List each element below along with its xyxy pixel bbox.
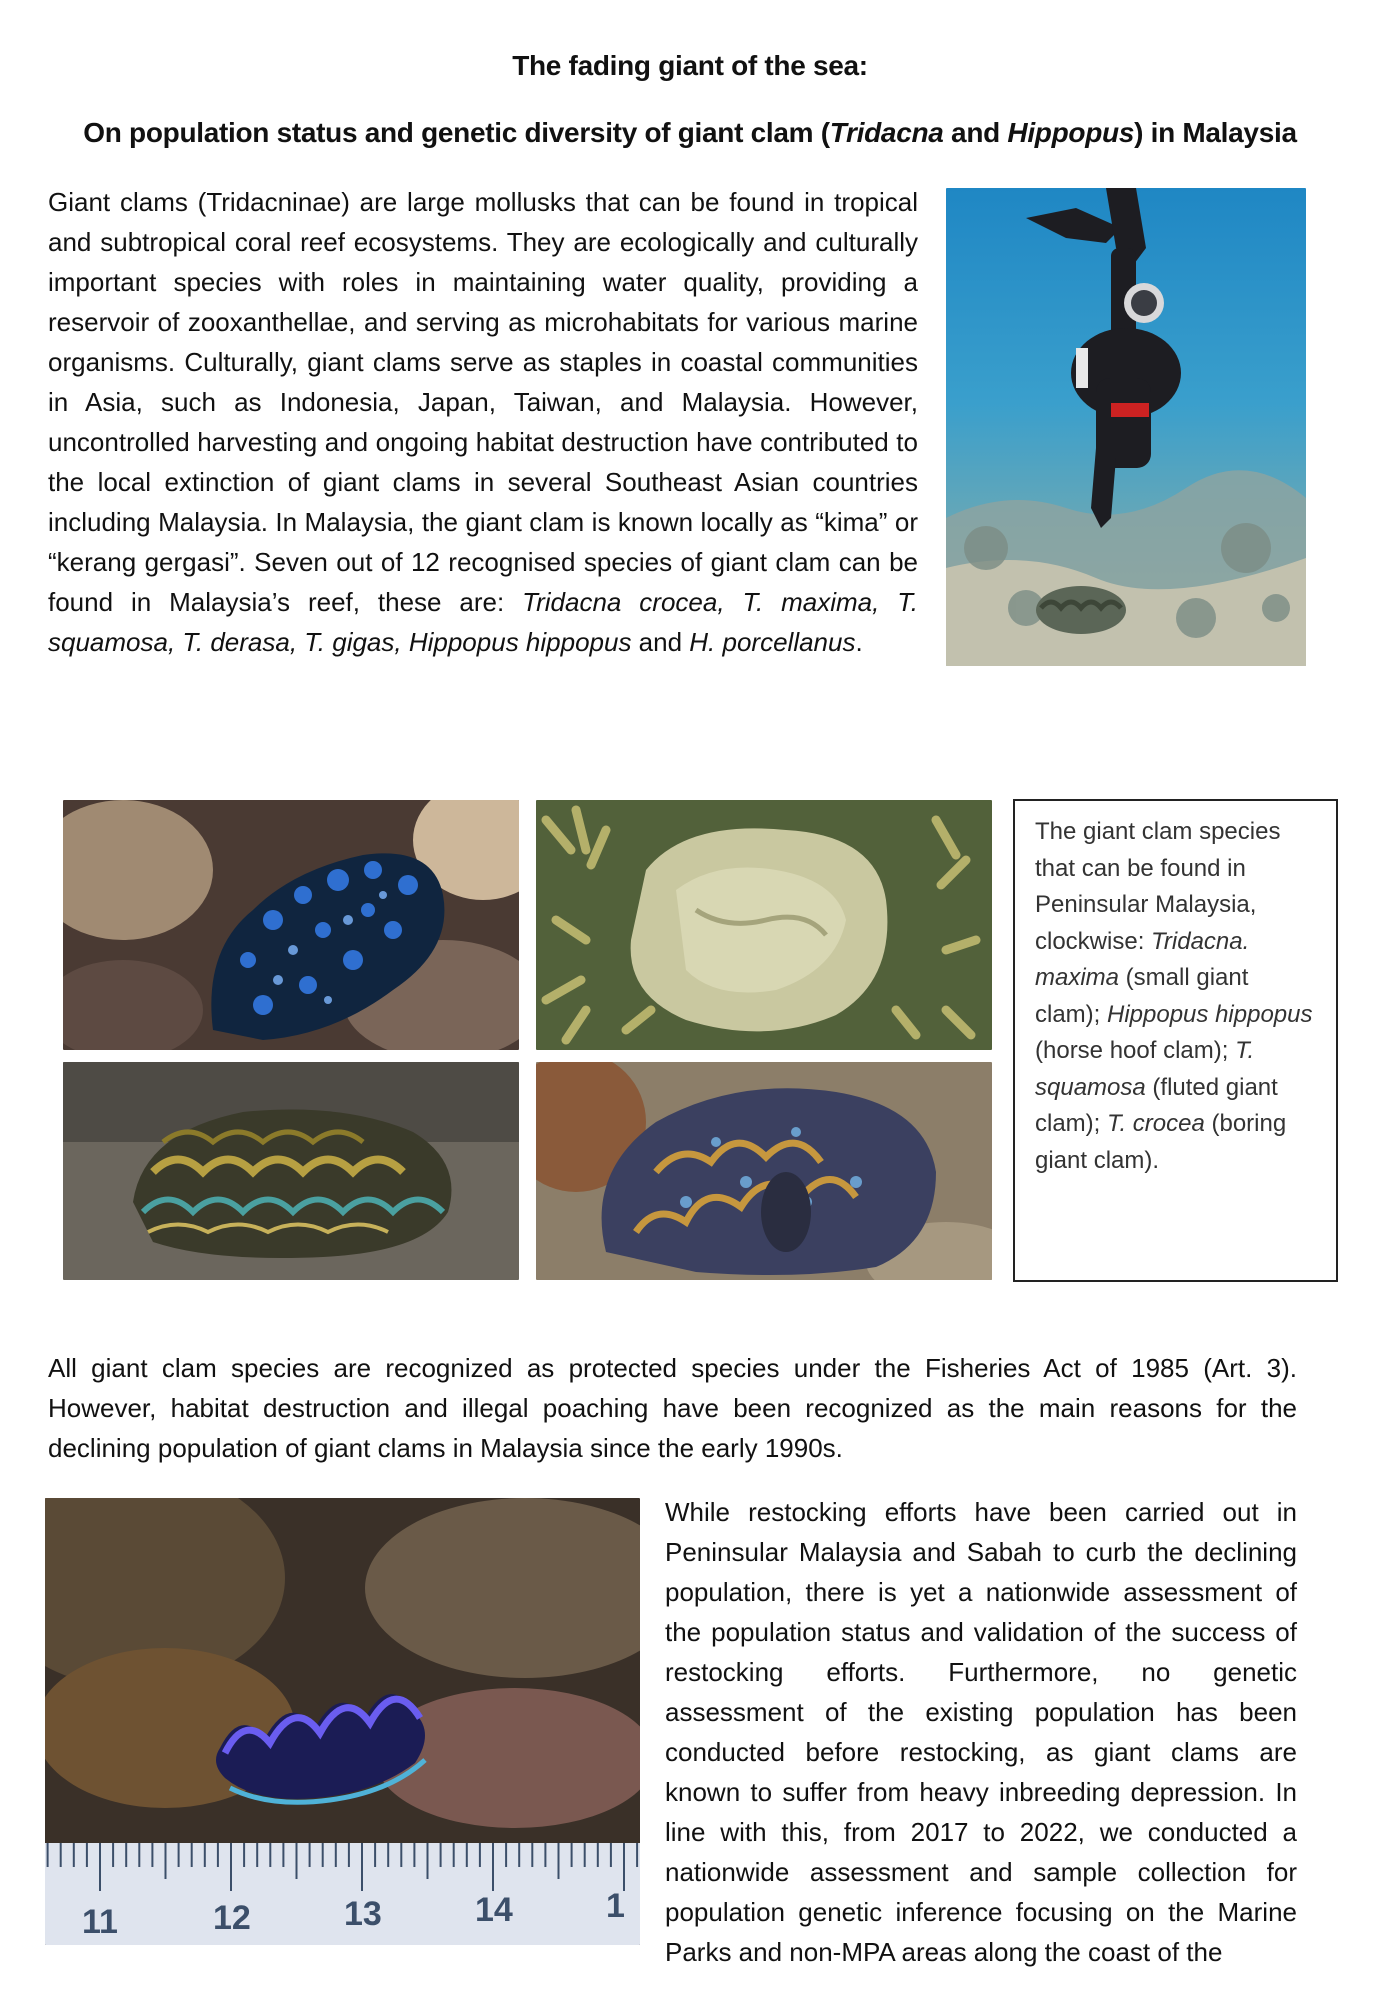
ruler-label: 14 <box>475 1891 513 1929</box>
photo-tridacna-squamosa <box>63 1062 519 1280</box>
ruler-label: 1 <box>606 1887 625 1925</box>
subtitle-text-b: ) in Malaysia <box>1134 117 1297 148</box>
caption-species-2: Hippopus hippopus <box>1107 1000 1313 1028</box>
caption-text-1: The giant clam species that can be found in Peninsular Malaysia, clockwise: <box>1035 818 1281 955</box>
caption-species-3: T. squamosa <box>1035 1037 1255 1101</box>
subtitle-genus-hippopus: Hippopus <box>1007 117 1135 148</box>
caption-text-5: (boring giant clam). <box>1035 1110 1287 1174</box>
ruler-label: 12 <box>213 1899 251 1937</box>
caption-text-3: (horse hoof clam); <box>1035 1037 1236 1064</box>
protection-paragraph: All giant clam species are recognized as protected species under the Fisheries Act of 1985 (Art. 3). However, habitat destruction and illegal poaching have been recognized as the main reasons for the declining population of giant clams in Malaysia since the early 1990s. <box>48 1353 1297 1463</box>
intro-end: . <box>855 627 863 657</box>
ruler-label: 11 <box>82 1903 118 1941</box>
photo-hippopus-hippopus <box>536 800 992 1050</box>
caption-species-1: Tridacna. maxima <box>1035 927 1250 991</box>
species-porcellanus: H. porcellanus <box>689 627 856 657</box>
restocking-paragraph: While restocking efforts have been carried out in Peninsular Malaysia and Sabah to curb the declining population, there is yet a nationwide assessment of the population status and validation of the success of restocking efforts. Furthermore, no genetic assessment of the existing population has been conducted before restocking, as giant clams are known to suffer from heavy inbreeding depression. In line with this, from 2017 to 2022, we conducted a nationwide assessment and sample collection for population genetic inference focusing on the Marine Parks and non-MPA areas along the coast of the <box>665 1497 1297 1967</box>
page-title: The fading giant of the sea: <box>512 50 868 81</box>
photo-tridacna-crocea <box>536 1062 992 1280</box>
diver-photo <box>946 188 1306 666</box>
species-and: and <box>631 627 690 657</box>
intro-text: Giant clams (Tridacninae) are large mollusks that can be found in tropical and subtropical coral reef ecosystems. They are ecologically and culturally important species with roles in maintaining water quality, providing a reservoir of zooxanthellae, and serving as microhabitats for various marine organisms. Culturally, giant clams serve as staples in coastal communities in Asia, such as Indonesia, Japan, Taiwan, and Malaysia. However, uncontrolled harvesting and ongoing habitat destruction have contributed to the local extinction of giant clams in several Southeast Asian countries including Malaysia. In Malaysia, the giant clam is known locally as “kima” or “kerang gergasi”. Seven out of 12 recognised species of giant clam can be found in Malaysia’s reef, these are: <box>48 187 918 617</box>
subtitle-genus-tridacna: Tridacna <box>829 117 944 148</box>
caption-text-2: (small giant clam); <box>1035 964 1249 1028</box>
subtitle-text-a: On population status and genetic diversity of giant clam ( <box>83 117 830 148</box>
page-subtitle <box>0 117 1380 149</box>
photo-tridacna-maxima <box>63 800 519 1050</box>
photo-caption <box>1013 799 1338 1282</box>
ruler-clam-photo <box>45 1498 640 1945</box>
caption-text-4: (fluted giant clam); <box>1035 1073 1278 1137</box>
subtitle-and: and <box>943 117 1008 148</box>
species-list: Tridacna crocea, T. maxima, T. squamosa, T. derasa, T. gigas, Hippopus hippopus <box>48 587 918 657</box>
ruler-label: 13 <box>344 1895 382 1933</box>
intro-paragraph <box>48 182 918 662</box>
caption-species-4: T. crocea <box>1107 1110 1205 1137</box>
